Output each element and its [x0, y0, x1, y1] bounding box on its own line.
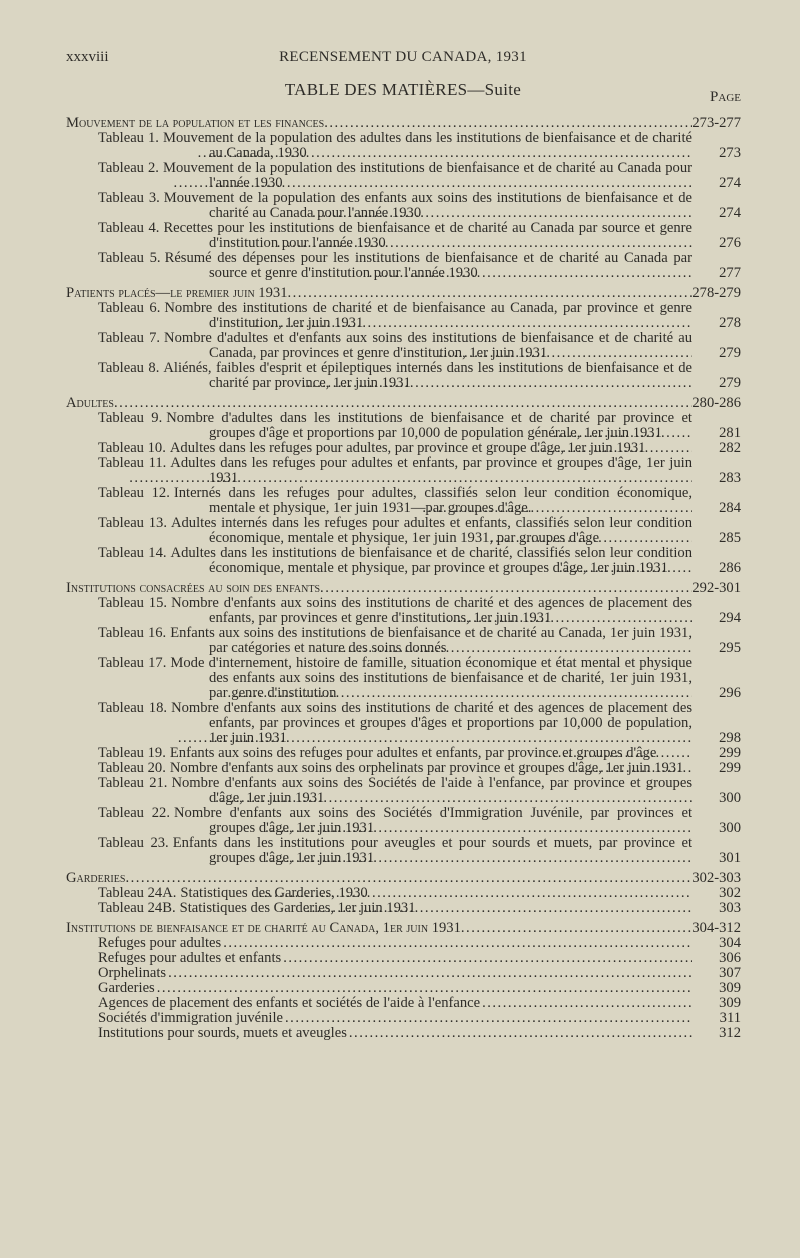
entry-page: 295	[719, 640, 741, 656]
entry-page: 285	[719, 530, 741, 546]
entry-page: 302	[719, 885, 741, 901]
table-of-contents	[66, 111, 741, 1041]
section-title: Patients placés—le premier juin 1931	[66, 285, 288, 301]
entry-page: 274	[719, 205, 741, 221]
entry-text-wrap	[98, 486, 692, 516]
entry-page: 276	[719, 235, 741, 251]
toc-entry[interactable]	[66, 161, 741, 191]
entry-title: Garderies .....	[98, 981, 155, 996]
entry-text-wrap	[98, 1026, 692, 1041]
entry-text-wrap	[98, 1011, 692, 1026]
entry-body	[98, 191, 692, 221]
entry-title: Nombre d'enfants aux soins des orphelinats par province et groupes d'âge, 1er juin 1931 .....	[170, 761, 683, 776]
toc-entry[interactable]	[66, 251, 741, 281]
entry-body	[98, 951, 692, 966]
section-heading[interactable]	[66, 286, 741, 301]
entry-body	[98, 546, 692, 576]
entry-title: Adultes dans les refuges pour adultes et enfants, par province et groupes d'âge, 1er juin 1931 .....	[170, 456, 692, 486]
toc-entry[interactable]	[66, 901, 741, 916]
dot-leader	[288, 286, 693, 301]
entry-body	[98, 836, 692, 866]
toc-entry[interactable]	[66, 1026, 741, 1041]
toc-entry[interactable]	[66, 596, 741, 626]
entry-text-wrap	[98, 411, 692, 441]
entry-body	[98, 131, 692, 161]
entry-text-wrap	[98, 701, 692, 746]
toc-entry[interactable]	[66, 806, 741, 836]
entry-title: Orphelinats .....	[98, 966, 166, 981]
entry-page: 274	[719, 175, 741, 191]
entry-body	[98, 441, 692, 456]
entry-body	[98, 981, 692, 996]
table-number: Tableau 3.	[98, 191, 160, 206]
entry-body	[98, 1011, 692, 1026]
entry-title: Nombre des institutions de charité et de bienfaisance au Canada, par province et genre d'institution, 1er juin 1931 .....	[164, 301, 692, 331]
entry-body	[98, 331, 692, 361]
toc-entry[interactable]	[66, 331, 741, 361]
page-folio: xxxviii	[66, 49, 109, 65]
entry-page: 281	[719, 425, 741, 441]
entry-page: 283	[719, 470, 741, 486]
entry-text-wrap	[98, 131, 692, 161]
entry-title: Refuges pour adultes et enfants .....	[98, 951, 281, 966]
entry-body	[98, 936, 692, 951]
table-number: Tableau 10.	[98, 441, 166, 456]
entry-page: 277	[719, 265, 741, 281]
toc-entry[interactable]	[66, 221, 741, 251]
entry-body	[98, 456, 692, 486]
entry-text-wrap	[98, 951, 692, 966]
dot-leader	[461, 921, 692, 936]
toc-entry[interactable]	[66, 516, 741, 546]
toc-entry[interactable]	[66, 761, 741, 776]
page-title: TABLE DES MATIÈRES—Suite	[284, 80, 522, 99]
toc-section	[66, 581, 741, 866]
toc-entry[interactable]	[66, 1011, 741, 1026]
toc-entry[interactable]	[66, 361, 741, 391]
entry-text-wrap	[98, 966, 692, 981]
table-number: Tableau 18.	[98, 701, 168, 716]
toc-entry[interactable]	[66, 886, 741, 901]
entry-body	[98, 901, 692, 916]
table-number: Tableau 15.	[98, 596, 168, 611]
entry-title: Mouvement de la population des adultes dans les institutions de bienfaisance et de charité au Canada, 1930 .....	[163, 131, 692, 161]
entry-text-wrap	[98, 251, 692, 281]
entry-text-wrap	[98, 901, 692, 916]
entry-title: Nombre d'enfants aux soins des institutions de charité et des agences de placement des enfants, par provinces et groupes d'âges et proportions par 10,000 de population, 1er juin 1931 .....	[171, 701, 692, 746]
entry-text-wrap	[98, 936, 692, 951]
dot-leader	[125, 871, 692, 886]
entry-page: 294	[719, 610, 741, 626]
section-pages: 304-312	[692, 920, 741, 936]
table-number: Tableau 11.	[98, 456, 167, 471]
entry-page: 299	[719, 745, 741, 761]
toc-section	[66, 921, 741, 1041]
entry-body	[98, 301, 692, 331]
entry-page: 301	[719, 850, 741, 866]
entry-text-wrap	[98, 596, 692, 626]
toc-entry[interactable]	[66, 546, 741, 576]
entry-title: Sociétés d'immigration juvénile .....	[98, 1011, 283, 1026]
entry-page: 286	[719, 560, 741, 576]
entry-title: Refuges pour adultes .....	[98, 936, 221, 951]
entry-body	[98, 221, 692, 251]
entry-text-wrap	[98, 516, 692, 546]
table-number: Tableau 9.	[98, 411, 163, 426]
toc-entry[interactable]	[66, 131, 741, 161]
entry-body	[98, 516, 692, 546]
section-heading[interactable]	[66, 116, 741, 131]
section-pages: 273-277	[692, 115, 741, 131]
section-heading[interactable]	[66, 871, 741, 886]
table-number: Tableau 17.	[98, 656, 167, 671]
section-pages: 292-301	[692, 580, 741, 596]
entry-body	[98, 746, 692, 761]
entry-text-wrap	[98, 746, 692, 761]
section-heading[interactable]	[66, 921, 741, 936]
toc-entry[interactable]	[66, 701, 741, 746]
entry-text-wrap	[98, 221, 692, 251]
entry-title: Statistiques des Garderies, 1930 .....	[180, 886, 367, 901]
toc-entry[interactable]	[66, 626, 741, 656]
toc-entry[interactable]	[66, 776, 741, 806]
entry-title: Mode d'internement, histoire de famille, situation économique et état mental et physique des enfants aux soins des institutions de bienfaisance et de charité, 1er juin 1931, par genre d'institution .....	[170, 656, 692, 701]
entry-title: Enfants dans les institutions pour aveugles et pour sourds et muets, par province et groupes d'âge, 1er juin 1931 .....	[173, 836, 692, 866]
entry-page: 284	[719, 500, 741, 516]
entry-body	[98, 486, 692, 516]
entry-page: 299	[719, 760, 741, 776]
table-number: Tableau 22.	[98, 806, 171, 821]
entry-title: Enfants aux soins des refuges pour adultes et enfants, par province et groupes d'âge .....	[170, 746, 657, 761]
entry-title: Agences de placement des enfants et sociétés de l'aide à l'enfance .....	[98, 996, 480, 1011]
toc-entry[interactable]	[66, 746, 741, 761]
table-number: Tableau 23.	[98, 836, 169, 851]
entry-title: Nombre d'enfants aux soins des Sociétés d'Immigration Juvénile, par provinces et groupes d'âge, 1er juin 1931 .....	[174, 806, 692, 836]
table-number: Tableau 2.	[98, 161, 159, 176]
entry-body	[98, 886, 692, 901]
entry-title: Enfants aux soins des institutions de bienfaisance et de charité au Canada, 1er juin 1931, par catégories et nature des soins donnés .....	[170, 626, 692, 656]
entry-body	[98, 996, 692, 1011]
table-number: Tableau 24A.	[98, 886, 177, 901]
entry-text-wrap	[98, 456, 692, 486]
entry-body	[98, 806, 692, 836]
table-number: Tableau 19.	[98, 746, 166, 761]
table-number: Tableau 12.	[98, 486, 170, 501]
entry-page: 309	[719, 980, 741, 996]
entry-text-wrap	[98, 761, 692, 776]
entry-text-wrap	[98, 301, 692, 331]
toc-entry[interactable]	[66, 996, 741, 1011]
entry-body	[98, 761, 692, 776]
entry-page: 279	[719, 375, 741, 391]
entry-text-wrap	[98, 886, 692, 901]
entry-body	[98, 626, 692, 656]
entry-title: Internés dans les refuges pour adultes, classifiés selon leur condition économique, mentale et physique, 1er juin 1931—par groupes d'âge. .....	[174, 486, 692, 516]
entry-text-wrap	[98, 836, 692, 866]
toc-entry[interactable]	[66, 951, 741, 966]
entry-title: Nombre d'enfants aux soins des institutions de charité et des agences de placement des enfants, par provinces et genre d'institutions, 1er juin 1931 .....	[171, 596, 692, 626]
entry-body	[98, 966, 692, 981]
entry-page: 278	[719, 315, 741, 331]
toc-entry[interactable]	[66, 656, 741, 701]
toc-entry[interactable]	[66, 441, 741, 456]
entry-body	[98, 776, 692, 806]
section-pages: 302-303	[692, 870, 741, 886]
section-title: Adultes	[66, 395, 114, 411]
table-number: Tableau 8.	[98, 361, 160, 376]
toc-entry[interactable]	[66, 486, 741, 516]
toc-section	[66, 116, 741, 281]
entry-page: 296	[719, 685, 741, 701]
entry-body	[98, 251, 692, 281]
table-number: Tableau 6.	[98, 301, 161, 316]
toc-entry[interactable]	[66, 836, 741, 866]
entry-title: Recettes pour les institutions de bienfaisance et de charité au Canada par source et genre d'institution pour l'année 1930 .....	[163, 221, 692, 251]
entry-text-wrap	[98, 331, 692, 361]
toc-entry[interactable]	[66, 981, 741, 996]
entry-body	[98, 596, 692, 626]
entry-title: Nombre d'adultes dans les institutions de bienfaisance et de charité par province et groupes d'âge et proportions par 10,000 de population générale, 1er juin 1931 .....	[166, 411, 692, 441]
table-number: Tableau 20.	[98, 761, 166, 776]
entry-title: Adultes internés dans les refuges pour adultes et enfants, classifiés selon leur condition économique, mentale et physique, 1er juin 1931, par groupes d'âge .....	[171, 516, 692, 546]
dot-leader	[324, 116, 692, 131]
entry-text-wrap	[98, 776, 692, 806]
toc-entry[interactable]	[66, 966, 741, 981]
section-title: Institutions consacrées au soin des enfants	[66, 580, 321, 596]
section-title: Institutions de bienfaisance et de charité au Canada, 1er juin 1931	[66, 920, 461, 936]
entry-body	[98, 701, 692, 746]
section-heading[interactable]	[66, 396, 741, 411]
entry-page: 300	[719, 790, 741, 806]
table-number: Tableau 4.	[98, 221, 160, 236]
table-number: Tableau 24B.	[98, 901, 176, 916]
entry-page: 300	[719, 820, 741, 836]
toc-entry[interactable]	[66, 191, 741, 221]
table-number: Tableau 1.	[98, 131, 159, 146]
entry-title: Nombre d'adultes et d'enfants aux soins des institutions de bienfaisance et de charité au Canada, par provinces et genre d'institution, 1er juin 1931 .....	[164, 331, 692, 361]
entry-title: Institutions pour sourds, muets et aveugles .....	[98, 1026, 347, 1041]
entry-title: Résumé des dépenses pour les institutions de bienfaisance et de charité au Canada par source et genre d'institution pour l'année 1930 .....	[165, 251, 692, 281]
entry-text-wrap	[98, 806, 692, 836]
entry-page: 306	[719, 950, 741, 966]
table-number: Tableau 14.	[98, 546, 167, 561]
entry-title: Aliénés, faibles d'esprit et épileptiques internés dans les institutions de bienfaisance et de charité par province, 1er juin 1931 .....	[163, 361, 692, 391]
entry-title: Statistiques des Garderies, 1er juin 1931 .....	[180, 901, 416, 916]
toc-entry[interactable]	[66, 456, 741, 486]
toc-entry[interactable]	[66, 301, 741, 331]
toc-section	[66, 286, 741, 391]
entry-page: 298	[719, 730, 741, 746]
table-number: Tableau 7.	[98, 331, 161, 346]
entry-title: Mouvement de la population des enfants aux soins des institutions de bienfaisance et de charité au Canada pour l'année 1930 .....	[164, 191, 692, 221]
entry-page: 307	[719, 965, 741, 981]
entry-text-wrap	[98, 981, 692, 996]
toc-entry[interactable]	[66, 936, 741, 951]
section-pages: 278-279	[692, 285, 741, 301]
entry-page: 312	[719, 1025, 741, 1041]
entry-body	[98, 656, 692, 701]
section-title: Garderies	[66, 870, 126, 886]
entry-text-wrap	[98, 361, 692, 391]
entry-body	[98, 361, 692, 391]
entry-text-wrap	[98, 996, 692, 1011]
entry-page: 304	[719, 935, 741, 951]
entry-text-wrap	[98, 441, 692, 456]
section-heading[interactable]	[66, 581, 741, 596]
page-column-label: Page	[710, 89, 741, 105]
entry-title: Adultes dans les institutions de bienfaisance et de charité, classifiés selon leur condition économique, mentale et physique, par province et groupes d'âge, 1er juin 1931 .....	[171, 546, 692, 576]
table-number: Tableau 13.	[98, 516, 167, 531]
entry-text-wrap	[98, 656, 692, 701]
table-number: Tableau 5.	[98, 251, 161, 266]
entry-title: Adultes dans les refuges pour adultes, par province et groupe d'âge, 1er juin 1931 .....	[170, 441, 646, 456]
toc-entry[interactable]	[66, 411, 741, 441]
entry-body	[98, 411, 692, 441]
entry-page: 303	[719, 900, 741, 916]
entry-page: 279	[719, 345, 741, 361]
running-head: RECENSEMENT DU CANADA, 1931	[279, 49, 527, 65]
entry-page: 282	[719, 440, 741, 456]
entry-page: 309	[719, 995, 741, 1011]
table-number: Tableau 16.	[98, 626, 167, 641]
entry-text-wrap	[98, 161, 692, 191]
toc-section	[66, 871, 741, 916]
entry-text-wrap	[98, 546, 692, 576]
entry-page: 273	[719, 145, 741, 161]
section-pages: 280-286	[692, 395, 741, 411]
toc-section	[66, 396, 741, 576]
entry-text-wrap	[98, 191, 692, 221]
section-title: Mouvement de la population et les finances	[66, 115, 325, 131]
entry-title: Nombre d'enfants aux soins des Sociétés de l'aide à l'enfance, par province et groupes d'âge, 1er juin 1931 .....	[171, 776, 692, 806]
table-number: Tableau 21.	[98, 776, 168, 791]
dot-leader	[320, 581, 692, 596]
entry-body	[98, 1026, 692, 1041]
entry-body	[98, 161, 692, 191]
entry-title: Mouvement de la population des institutions de bienfaisance et de charité au Canada pour l'année 1930 .....	[163, 161, 692, 191]
entry-text-wrap	[98, 626, 692, 656]
entry-page: 311	[719, 1010, 741, 1026]
dot-leader	[114, 396, 692, 411]
